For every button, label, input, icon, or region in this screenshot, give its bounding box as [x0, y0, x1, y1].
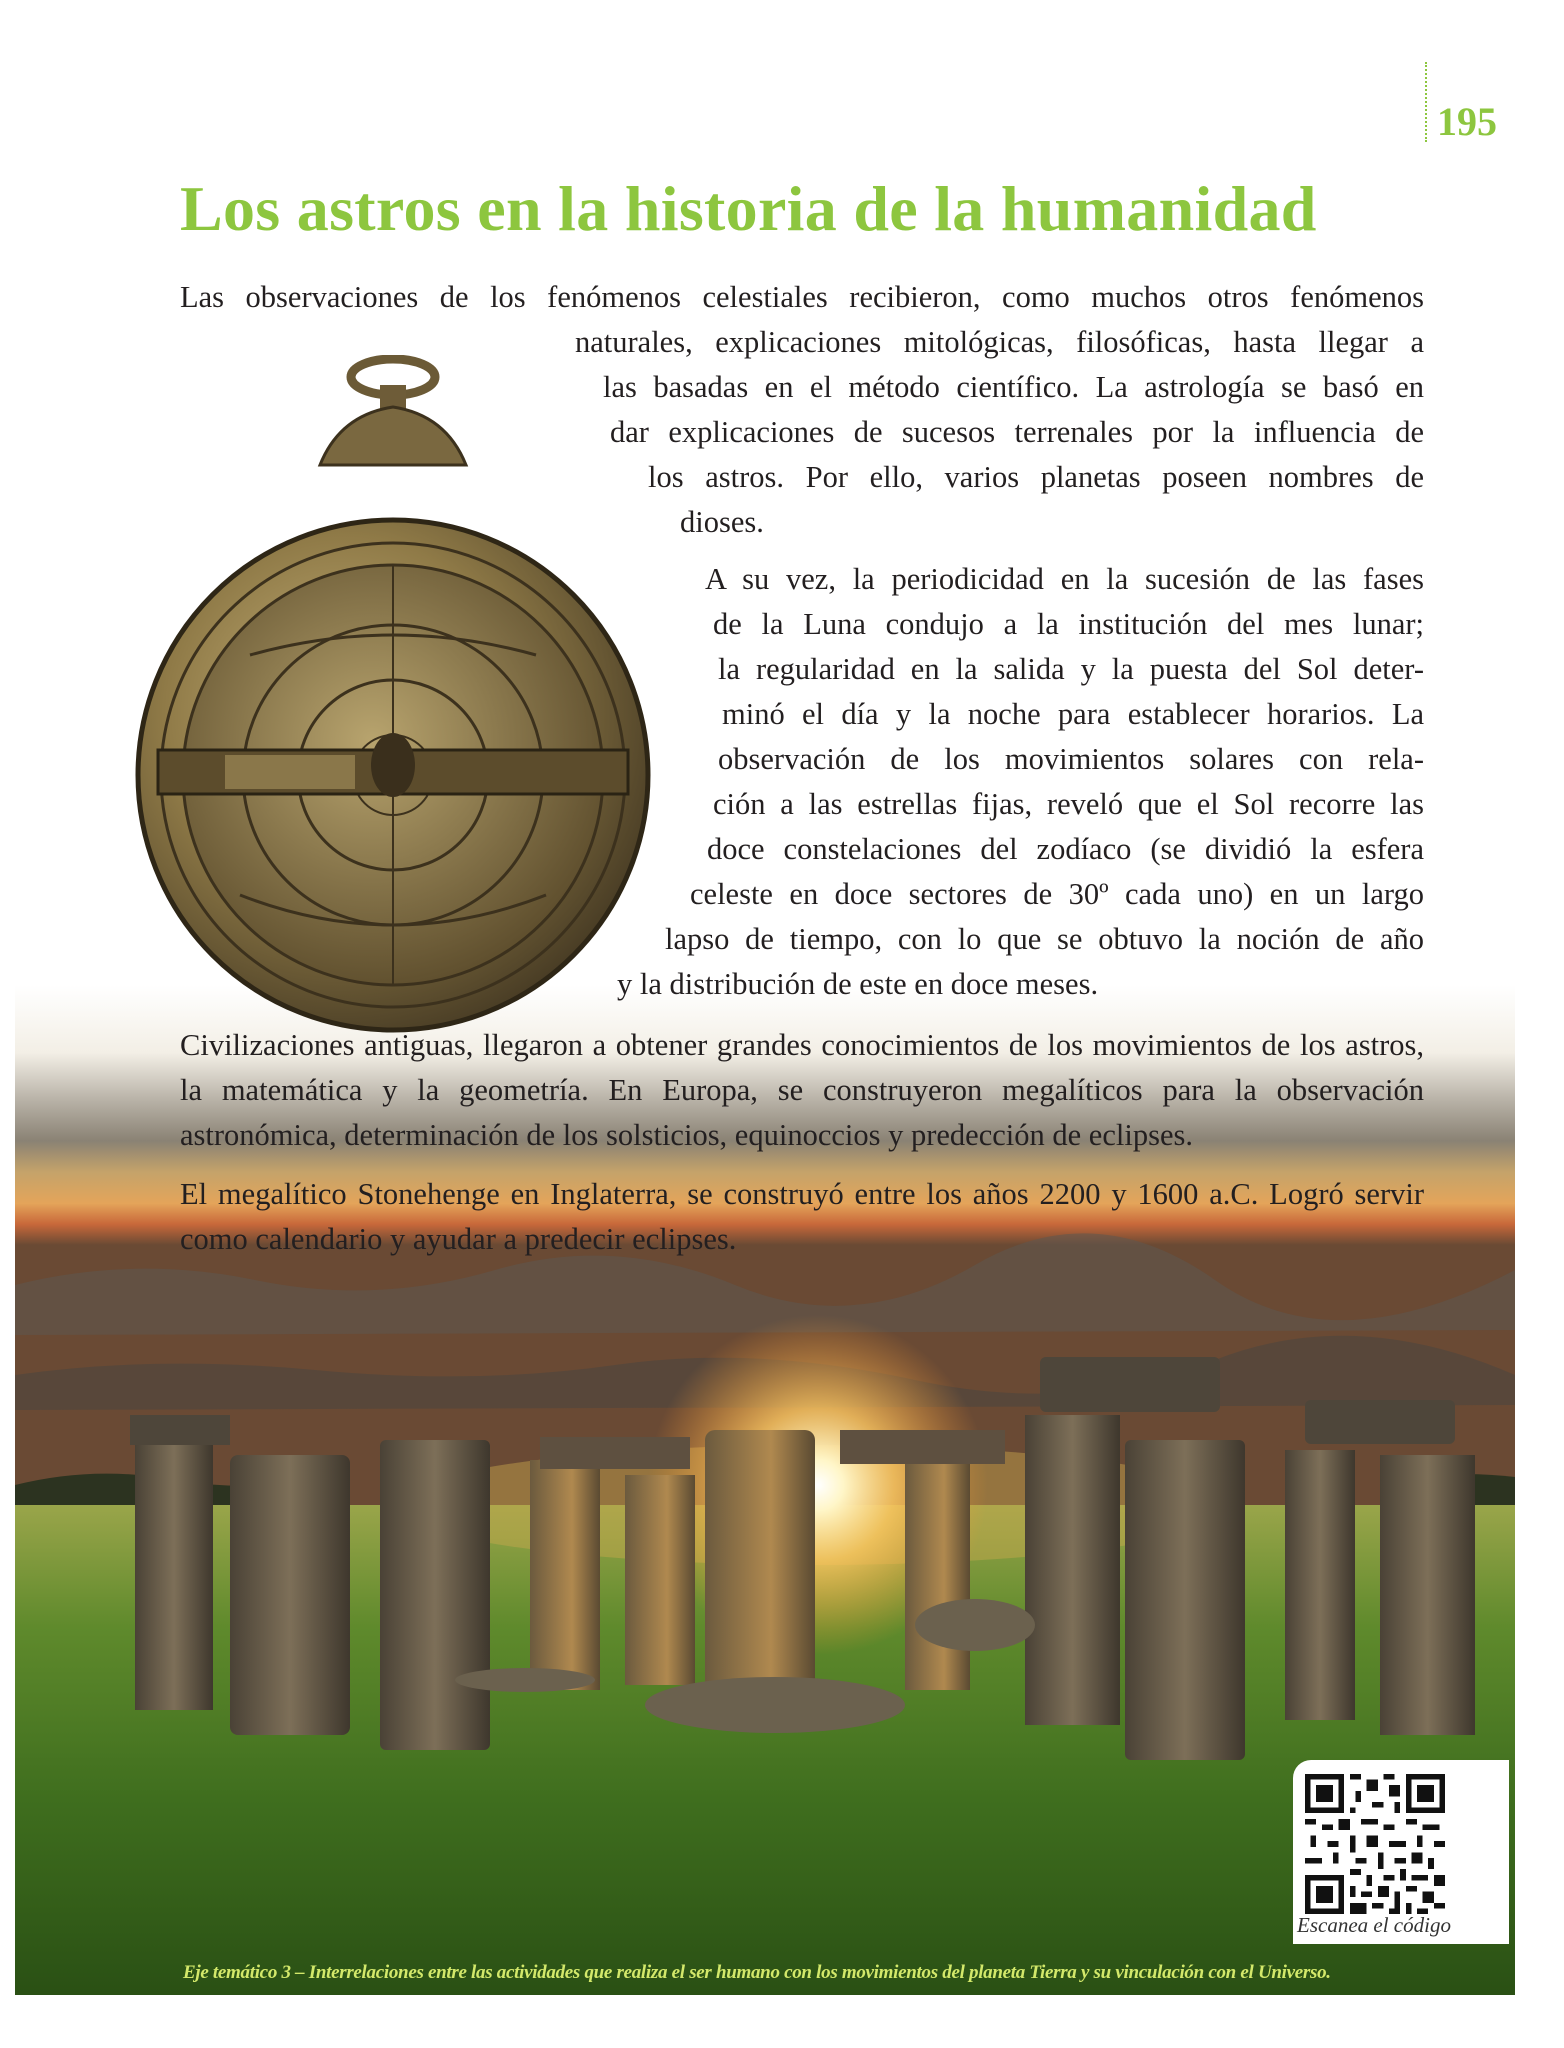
periodicity-line: la regularidad en la salida y la puesta del Sol deter- [718, 652, 1424, 686]
page-number: 195 [1437, 99, 1497, 144]
periodicity-line: de la Luna condujo a la institución del mes lunar; [713, 607, 1424, 641]
periodicity-line: A su vez, la periodicidad en la sucesión de las fases [705, 562, 1424, 596]
intro-line: naturales, explicaciones mitológicas, filosóficas, hasta llegar a [575, 325, 1424, 359]
intro-line: dar explicaciones de sucesos terrenales por la influencia de [610, 415, 1424, 449]
stonehenge-paragraph: El megalítico Stonehenge en Inglaterra, se construyó entre los años 2200 y 1600 a.C. Logró servir como calendario y ayudar a predecir eclipses. [180, 1177, 1424, 1256]
periodicity-line: lapso de tiempo, con lo que se obtuvo la noción de año [665, 922, 1424, 956]
page-number-rule [1425, 62, 1427, 142]
periodicity-line: y la distribución de este en doce meses. [617, 967, 1099, 1001]
qr-caption: Escanea el código [1297, 1913, 1451, 1937]
periodicity-line: celeste en doce sectores de 30º cada uno) en un largo [690, 877, 1424, 911]
intro-line: las basadas en el método científico. La astrología se basó en [603, 370, 1424, 404]
astrolabe-image [130, 355, 660, 1045]
civilizations-paragraph: Civilizaciones antiguas, llegaron a obtener grandes conocimientos de los movimientos de los astros, la matemática y la geometría. En Europa, se construyeron megalíticos para la observación astronómica, determinación de los solsticios, equinoccios y predección de eclipses. [180, 1028, 1424, 1152]
periodicity-line: ción a las estrellas fijas, reveló que el Sol recorre las [713, 787, 1424, 821]
page-footer: Eje temático 3 – Interrelaciones entre las actividades que realiza el ser humano con los movimientos del planeta Tierra y su vinculación con el Universo. [183, 1962, 1331, 1983]
periodicity-line: observación de los movimientos solares con rela- [718, 742, 1424, 776]
page-title: Los astros en la historia de la humanidad [180, 173, 1317, 244]
intro-line: Las observaciones de los fenómenos celestiales recibieron, como muchos otros fenómenos [180, 280, 1424, 314]
qr-code[interactable] [1305, 1774, 1445, 1914]
intro-line: los astros. Por ello, varios planetas poseen nombres de [648, 460, 1424, 494]
periodicity-line: minó el día y la noche para establecer horarios. La [722, 697, 1424, 731]
periodicity-line: doce constelaciones del zodíaco (se dividió la esfera [707, 832, 1424, 866]
intro-line: dioses. [680, 505, 764, 539]
